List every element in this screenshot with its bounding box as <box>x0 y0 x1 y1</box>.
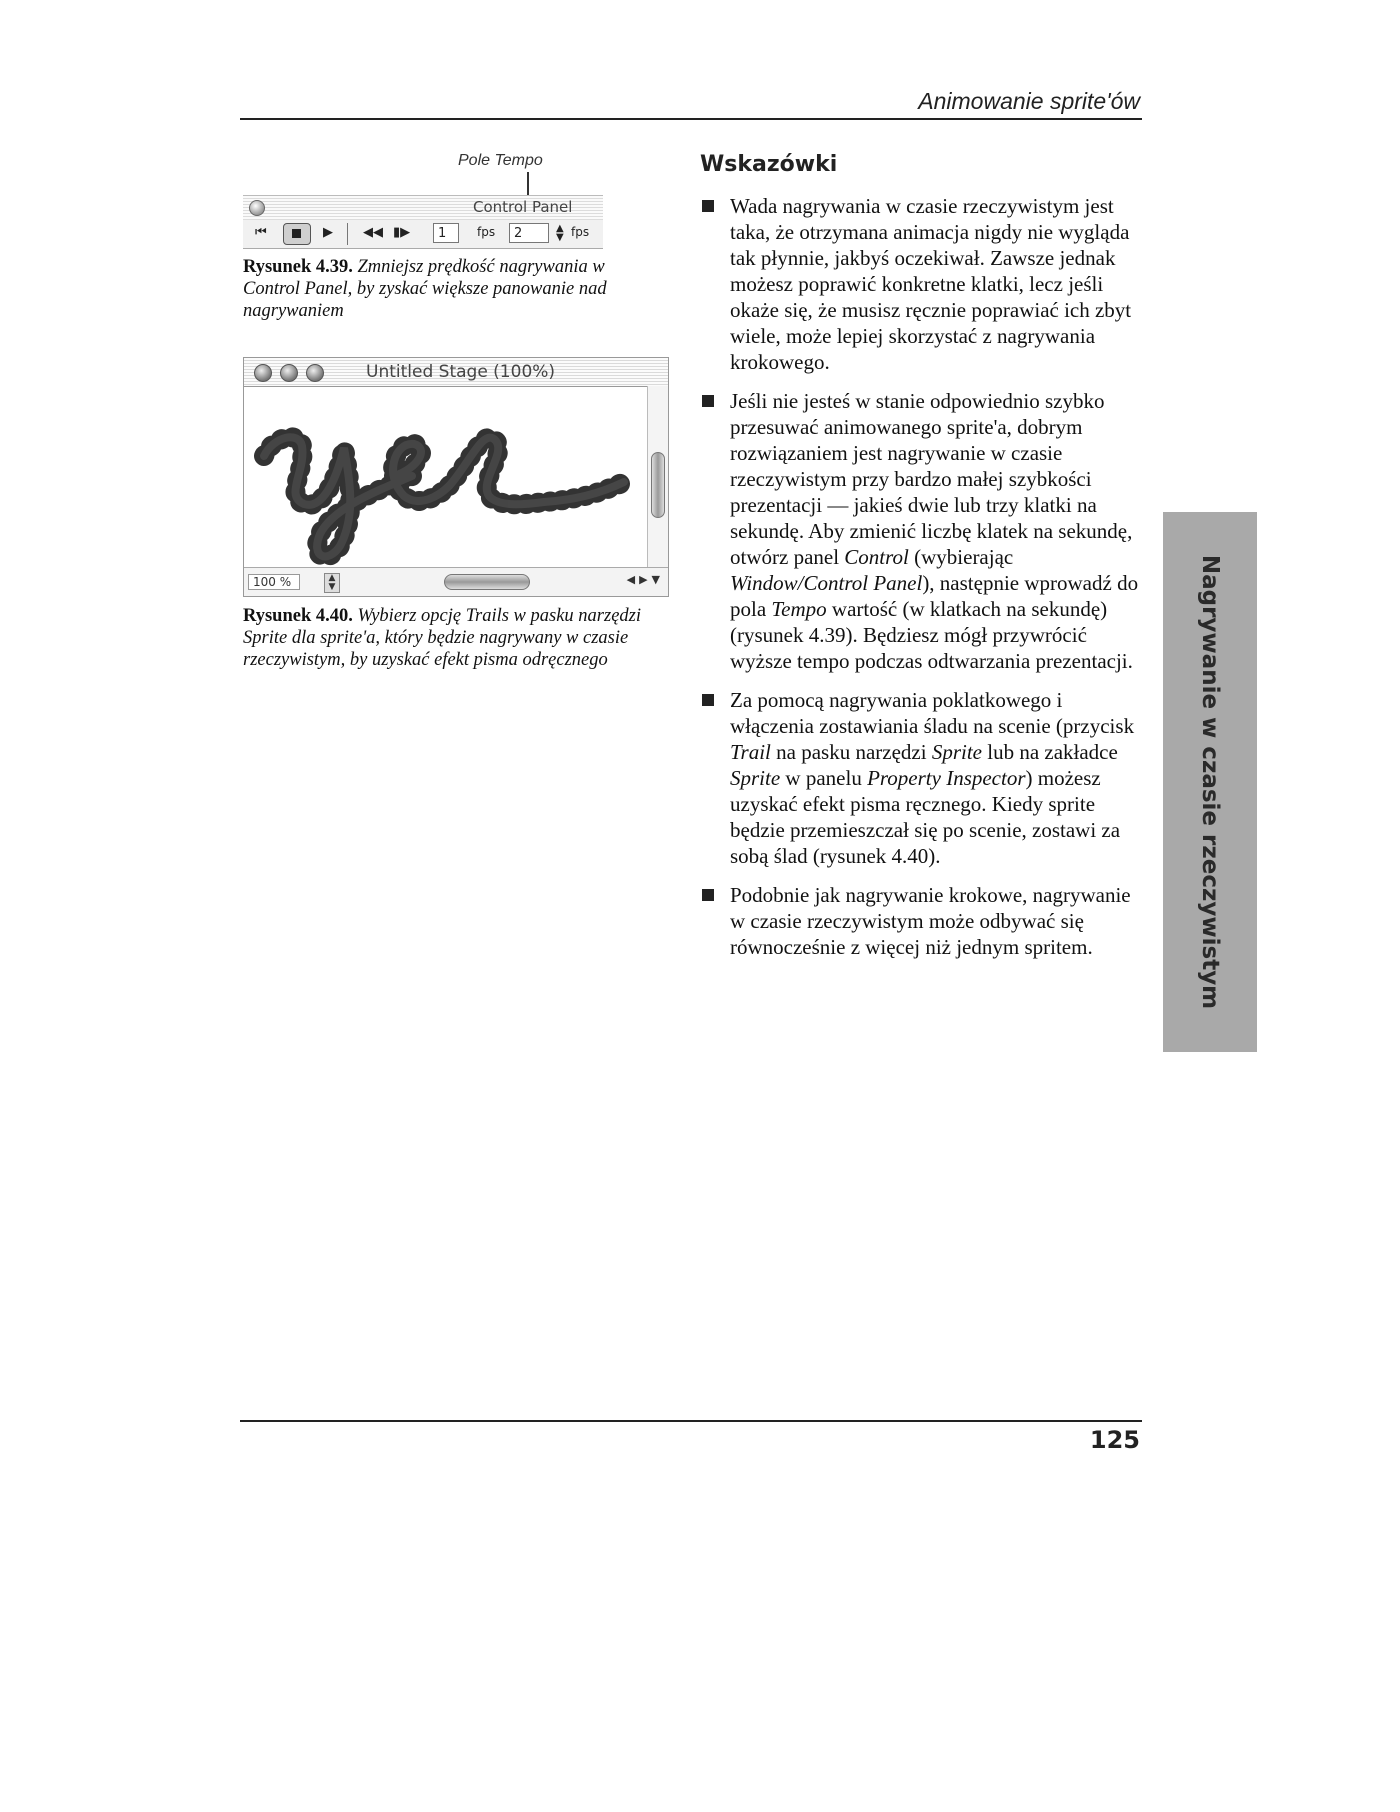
tip-text: Jeśli nie jesteś w stanie odpowiednio szybko przesuwać animowanego sprite'a, dobrym rozwiązaniem jest nagrywanie w czasie rzeczywistym przy bardzo małej szybkości prezentacji — jakieś dwie lub trzy klatki na sekundę. Aby zmienić liczbę klatek na sekundę, otwórz panel <box>730 389 1133 569</box>
rewind-icon[interactable]: ⏮ <box>255 225 267 240</box>
tip-italic-term: Window/Control Panel <box>730 571 923 595</box>
stop-button[interactable] <box>283 223 311 245</box>
tempo-stepper-icon[interactable]: ▲ ▼ <box>556 223 564 243</box>
step-forward-icon[interactable]: ▮▶ <box>393 225 411 240</box>
window-close-icon[interactable] <box>254 364 272 382</box>
figure-440-caption-text: Wybierz opcję Trails w pasku narzędzi Sprite dla sprite'a, który będzie nagrywany w czasie rzeczywistym, by uzyskać efekt pisma odręcznego <box>243 606 642 670</box>
window-minimize-icon[interactable] <box>280 364 298 382</box>
tip-text: ) możesz uzyskać efekt pisma ręcznego. Kiedy sprite będzie przemieszczał się po scenie, zostawi za sobą ślad (rysunek 4.40). <box>730 766 1121 868</box>
tip-item <box>700 882 1140 960</box>
fps-mode-label[interactable]: fps <box>477 225 496 239</box>
tip-text: Podobnie jak nagrywanie krokowe, nagrywanie w czasie rzeczywistym może odbywać się równocześnie z więcej niż jednym spritem. <box>730 883 1131 959</box>
bullet-square-icon <box>702 200 714 212</box>
vertical-scrollbar[interactable] <box>647 386 668 568</box>
side-tab-label: Nagrywanie w czasie rzeczywistym <box>1197 554 1223 1010</box>
handwriting-trail-art <box>244 386 646 568</box>
control-panel-titlebar <box>243 195 603 221</box>
figure-440-caption <box>243 605 663 671</box>
play-icon[interactable]: ▶ <box>323 225 333 240</box>
tip-italic-term: Control <box>844 545 909 569</box>
tip-text: wartość (w klatkach na sekundę) (rysunek 4.39). Będziesz mógł przywrócić wyższe tempo podczas odtwarzania prezentacji. <box>730 597 1133 673</box>
figure-440-caption-label: Rysunek 4.40. <box>243 606 353 626</box>
tip-item <box>700 388 1140 674</box>
page-number: 125 <box>1089 1426 1140 1454</box>
tip-text: ), następnie wprowadź do pola <box>730 571 1139 621</box>
step-back-icon[interactable]: ◀◀ <box>363 225 383 240</box>
bullet-square-icon <box>702 395 714 407</box>
vertical-scroll-thumb[interactable] <box>651 452 665 518</box>
tip-italic-term: Property Inspector <box>867 766 1026 790</box>
control-panel-toolbar <box>243 220 603 249</box>
bullet-square-icon <box>702 694 714 706</box>
tempo-field[interactable]: 2 <box>509 223 549 243</box>
tip-italic-term: Tempo <box>771 597 827 621</box>
actual-fps-label: fps <box>571 225 590 239</box>
running-header: Animowanie sprite'ów <box>918 88 1140 114</box>
tip-italic-term: Sprite <box>730 766 781 790</box>
tip-text: w panelu <box>780 766 868 790</box>
header-rule <box>240 118 1142 120</box>
tip-item <box>700 687 1140 869</box>
tip-text: lub na zakładce <box>981 740 1118 764</box>
zoom-level-field[interactable]: 100 % <box>248 574 300 590</box>
tempo-field-callout: Pole Tempo <box>458 152 543 169</box>
tip-item <box>700 193 1140 375</box>
toolbar-divider <box>347 223 348 245</box>
zoom-stepper-icon[interactable]: ▲ ▼ <box>324 573 340 593</box>
horizontal-scroll-thumb[interactable] <box>444 574 530 590</box>
stage-titlebar <box>244 358 668 387</box>
frame-counter-field[interactable]: 1 <box>433 223 459 243</box>
tips-heading: Wskazówki <box>700 152 838 177</box>
figure-439-caption <box>243 256 633 322</box>
bullet-square-icon <box>702 889 714 901</box>
tip-text: (wybierając <box>908 545 1014 569</box>
chapter-side-tab <box>1163 512 1257 1052</box>
figure-439-caption-text: Zmniejsz prędkość nagrywania w Control Panel, by zyskać większe panowanie nad nagrywaniem <box>243 257 607 321</box>
window-zoom-icon[interactable] <box>306 364 324 382</box>
scroll-arrows-icon[interactable]: ◀▶▼ <box>626 573 664 586</box>
footer-rule <box>240 1420 1142 1422</box>
tip-italic-term: Sprite <box>931 740 982 764</box>
tip-italic-term: Trail <box>730 740 771 764</box>
figure-439-caption-label: Rysunek 4.39. <box>243 257 353 277</box>
window-close-button[interactable] <box>249 200 265 216</box>
tip-text: na pasku narzędzi <box>770 740 932 764</box>
tip-text: Wada nagrywania w czasie rzeczywistym jest taka, że otrzymana animacja nigdy nie wygląda tak płynnie, jakbyś oczekiwał. Zawsze jednak możesz poprawić konkretne klatki, lecz jeśli okaże się, że musisz ręcznie poprawiać ich zbyt wiele, może lepiej skorzystać z nagrywania krokowego. <box>730 194 1132 374</box>
tips-list <box>700 193 1140 973</box>
tip-text: Za pomocą nagrywania poklatkowego i włączenia zostawiania śladu na scenie (przycisk <box>730 688 1135 738</box>
stage-window-title: Untitled Stage (100%) <box>366 362 556 382</box>
control-panel-title: Control Panel <box>473 198 573 216</box>
stage-bottom-bar <box>244 567 668 596</box>
stage-window <box>243 357 669 597</box>
